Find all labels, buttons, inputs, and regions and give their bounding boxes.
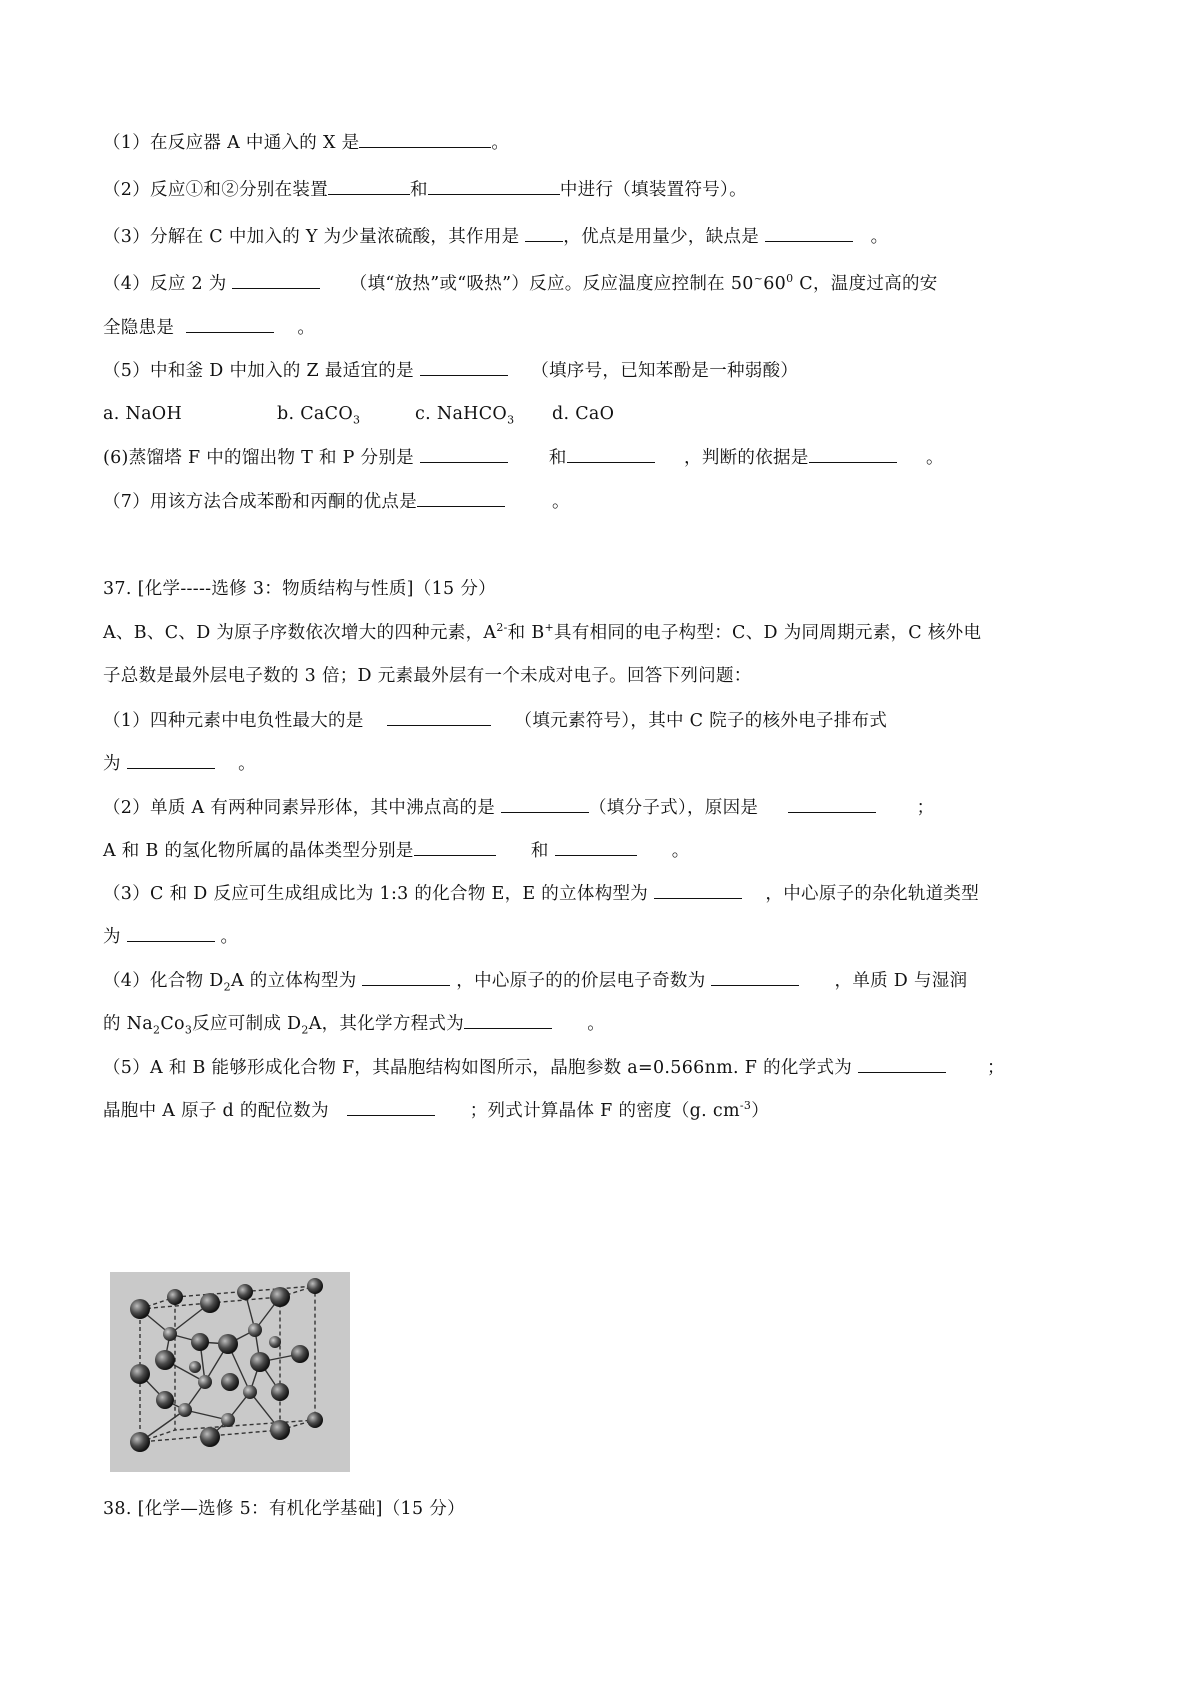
answer-blank[interactable] bbox=[420, 445, 508, 463]
answer-blank[interactable] bbox=[654, 881, 742, 899]
q37-part4: （4）化合物 $D_2A$ 的立体构型为 ，中心原子的的价层电子奇数为 ，单质 D 与湿润 bbox=[103, 968, 967, 993]
q37-part2-cont: A 和 B 的氢化物所属的晶体类型分别是 和 。 bbox=[103, 838, 690, 863]
answer-blank[interactable] bbox=[420, 358, 508, 376]
q36-part5: （5）中和釜 D 中加入的 Z 最适宜的是 （填序号，已知苯酚是一种弱酸） bbox=[103, 358, 798, 383]
q37-part3-cont: 为 。 bbox=[103, 924, 238, 949]
q37-part5: （5）A 和 B 能够形成化合物 F，其晶胞结构如图所示，晶胞参数 a=0.566nm. F 的化学式为 ； bbox=[103, 1055, 1005, 1080]
answer-blank[interactable] bbox=[711, 968, 799, 986]
answer-blank[interactable] bbox=[414, 838, 496, 856]
answer-blank[interactable] bbox=[328, 177, 410, 195]
answer-blank[interactable] bbox=[387, 708, 491, 726]
answer-blank[interactable] bbox=[501, 795, 589, 813]
answer-blank[interactable] bbox=[362, 968, 450, 986]
answer-blank[interactable] bbox=[428, 177, 560, 195]
answer-blank[interactable] bbox=[464, 1011, 552, 1029]
q37-intro-line2: 子总数是最外层电子数的 3 倍；D 元素最外层有一个未成对电子。回答下列问题： bbox=[103, 666, 752, 686]
q37-part1-cont: 为 。 bbox=[103, 751, 256, 776]
q36-part4-cont: 全隐患是 。 bbox=[103, 315, 315, 340]
answer-blank[interactable] bbox=[788, 795, 876, 813]
option-d: d. CaO bbox=[552, 404, 615, 424]
answer-blank[interactable] bbox=[555, 838, 637, 856]
q36-part4: （4）反应 2 为 （填“放热”或“吸热”）反应。反应温度应控制在 $50^\sim 60^0$ C，温度过高的安 bbox=[103, 272, 938, 294]
q37-part5-cont: 晶胞中 A 原子 d 的配位数为 ；列式计算晶体 F 的密度（g. $cm^{-3}$） bbox=[103, 1099, 770, 1121]
q37-part2: （2）单质 A 有两种同素异形体，其中沸点高的是 （填分子式），原因是 ； bbox=[103, 795, 934, 820]
q36-part1: （1）在反应器 A 中通入的 X 是 。 bbox=[103, 130, 509, 155]
crystal-cell-icon bbox=[110, 1272, 350, 1472]
crystal-cell-figure bbox=[110, 1272, 350, 1472]
q37-part3: （3）C 和 D 反应可生成组成比为 1:3 的化合物 E，E 的立体构型为 ，中心原子的杂化轨道类型 bbox=[103, 881, 979, 906]
q36-part3: （3）分解在 C 中加入的 Y 为少量浓硫酸，其作用是 ，优点是用量少，缺点是 。 bbox=[103, 224, 888, 249]
answer-blank[interactable] bbox=[765, 224, 853, 242]
answer-blank[interactable] bbox=[809, 445, 897, 463]
answer-blank[interactable] bbox=[127, 924, 215, 942]
answer-blank[interactable] bbox=[347, 1098, 435, 1116]
answer-blank[interactable] bbox=[525, 224, 563, 242]
q38-title: 38. [化学—选修 5：有机化学基础]（15 分） bbox=[103, 1499, 465, 1519]
answer-blank[interactable] bbox=[232, 271, 320, 289]
q36-options bbox=[103, 402, 614, 426]
option-b: b. CaCO$_3$ bbox=[277, 404, 361, 427]
answer-blank[interactable] bbox=[359, 130, 491, 148]
answer-blank[interactable] bbox=[567, 445, 655, 463]
q37-intro-line1: A、B、C、D 为原子序数依次增大的四种元素，$A^{2-}$和 B+具有相同的电子构型：C、D 为同周期元素，C 核外电 bbox=[103, 621, 982, 643]
q37-part1: （1）四种元素中电负性最大的是 （填元素符号），其中 C 院子的核外电子排布式 bbox=[103, 708, 887, 733]
answer-blank[interactable] bbox=[186, 315, 274, 333]
option-a: a. NaOH bbox=[103, 404, 183, 424]
option-c: c. NaHCO$_3$ bbox=[415, 404, 515, 427]
answer-blank[interactable] bbox=[858, 1055, 946, 1073]
q36-p1-text: （1）在反应器 A 中通入的 X 是 bbox=[103, 133, 360, 153]
q36-part2: （2）反应①和②分别在装置 和 中进行（填装置符号）。 bbox=[103, 177, 747, 202]
q37-part4-cont: 的 $Na_2Co_3$反应可制成 $D_2A$，其化学方程式为 。 bbox=[103, 1011, 605, 1036]
q37-title: 37. [化学-----选修 3：物质结构与性质]（15 分） bbox=[103, 579, 496, 599]
q36-part7: （7）用该方法合成苯酚和丙酮的优点是 。 bbox=[103, 489, 570, 514]
answer-blank[interactable] bbox=[417, 489, 505, 507]
q36-part6: (6)蒸馏塔 F 中的馏出物 T 和 P 分别是 和 ，判断的依据是 。 bbox=[103, 445, 944, 470]
answer-blank[interactable] bbox=[127, 751, 215, 769]
